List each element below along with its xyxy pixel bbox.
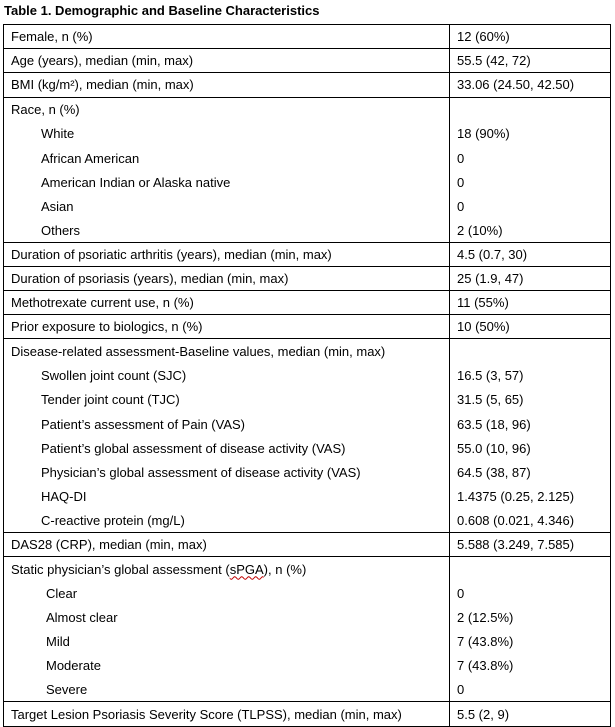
row-value: 33.06 (24.50, 42.50) <box>457 77 575 93</box>
row-value: 0 <box>457 585 465 601</box>
row-label: Tender joint count (TJC) <box>4 388 450 412</box>
row-label: Almost clear <box>4 606 450 630</box>
row-label: Target Lesion Psoriasis Severity Score (TLPSS), median (min, max) <box>4 702 450 726</box>
table-row <box>4 49 610 73</box>
row-value: 0 <box>457 174 465 190</box>
table-row <box>4 339 610 363</box>
row-label: Moderate <box>4 654 450 678</box>
table-row <box>4 291 610 315</box>
row-label: White <box>4 122 450 146</box>
row-label: Female, n (%) <box>4 25 450 48</box>
row-label: Asian <box>4 194 450 218</box>
table-row <box>4 267 610 291</box>
table-row <box>4 243 610 267</box>
table-row <box>4 388 610 412</box>
row-label: C-reactive protein (mg/L) <box>4 509 450 532</box>
table-row <box>4 146 610 170</box>
row-label: Severe <box>4 678 450 701</box>
row-label: Static physician’s global assessment ( sPGA ), n (%) <box>4 557 450 581</box>
table-row <box>4 436 610 460</box>
row-label: Physician’s global assessment of disease activity (VAS) <box>4 460 450 484</box>
row-value: 0 <box>457 150 465 166</box>
row-value: 10 (50%) <box>457 319 510 335</box>
table-row <box>4 630 610 654</box>
row-label: Age (years), median (min, max) <box>4 49 450 72</box>
table-row <box>4 606 610 630</box>
row-value: 16.5 (3, 57) <box>457 368 524 384</box>
table-row <box>4 533 610 557</box>
table-row <box>4 364 610 388</box>
table-row <box>4 194 610 218</box>
row-label: African American <box>4 146 450 170</box>
row-label: Methotrexate current use, n (%) <box>4 291 450 314</box>
table-row <box>4 170 610 194</box>
row-value: 11 (55%) <box>457 295 509 311</box>
row-label: Race, n (%) <box>4 98 450 122</box>
table-row <box>4 315 610 339</box>
row-label: Prior exposure to biologics, n (%) <box>4 315 450 338</box>
row-label: Disease-related assessment-Baseline values, median (min, max) <box>4 339 450 363</box>
row-value: 5.5 (2, 9) <box>457 706 510 722</box>
table-row <box>4 98 610 122</box>
row-value: 5.588 (3.249, 7.585) <box>457 537 575 553</box>
row-value: 25 (1.9, 47) <box>457 270 524 286</box>
row-label: Patient’s assessment of Pain (VAS) <box>4 412 450 436</box>
row-value: 55.0 (10, 96) <box>457 440 531 456</box>
row-value: 4.5 (0.7, 30) <box>457 246 528 262</box>
table-row <box>4 509 610 533</box>
table-row <box>4 678 610 702</box>
table-row <box>4 581 610 605</box>
row-label: Patient’s global assessment of disease activity (VAS) <box>4 436 450 460</box>
row-value: 0 <box>457 198 465 214</box>
row-label: BMI (kg/m²), median (min, max) <box>4 73 450 96</box>
table-row <box>4 702 610 726</box>
row-value: 1.4375 (0.25, 2.125) <box>457 489 575 505</box>
row-label: Clear <box>4 581 450 605</box>
row-value: 0 <box>457 682 465 698</box>
row-label: DAS28 (CRP), median (min, max) <box>4 533 450 556</box>
row-label: Mild <box>4 630 450 654</box>
row-label: Others <box>4 219 450 242</box>
row-value: 55.5 (42, 72) <box>457 53 531 69</box>
row-label: HAQ-DI <box>4 485 450 509</box>
table-row <box>4 122 610 146</box>
row-value: 2 (10%) <box>457 222 503 238</box>
row-value: 2 (12.5%) <box>457 610 514 626</box>
row-label: American Indian or Alaska native <box>4 170 450 194</box>
row-value: 12 (60%) <box>457 29 510 45</box>
row-value <box>450 339 610 363</box>
row-value: 18 (90%) <box>457 126 510 142</box>
row-value: 0.608 (0.021, 4.346) <box>457 512 575 528</box>
row-value: 7 (43.8%) <box>457 658 514 674</box>
table-row <box>4 557 610 581</box>
table-row <box>4 654 610 678</box>
table-row <box>4 412 610 436</box>
table-row <box>4 219 610 243</box>
row-label: Duration of psoriasis (years), median (min, max) <box>4 267 450 290</box>
table-row <box>4 485 610 509</box>
row-value: 64.5 (38, 87) <box>457 464 531 480</box>
table-row <box>4 460 610 484</box>
row-label: Swollen joint count (SJC) <box>4 364 450 388</box>
row-value: 31.5 (5, 65) <box>457 392 524 408</box>
characteristics-table <box>3 24 611 727</box>
row-label: Duration of psoriatic arthritis (years), median (min, max) <box>4 243 450 266</box>
row-value: 7 (43.8%) <box>457 634 514 650</box>
table-row <box>4 73 610 97</box>
table-title: Table 1. Demographic and Baseline Characteristics <box>4 3 320 18</box>
row-value <box>450 98 610 122</box>
table-row <box>4 25 610 49</box>
row-value: 63.5 (18, 96) <box>457 416 531 432</box>
row-value <box>450 557 610 581</box>
